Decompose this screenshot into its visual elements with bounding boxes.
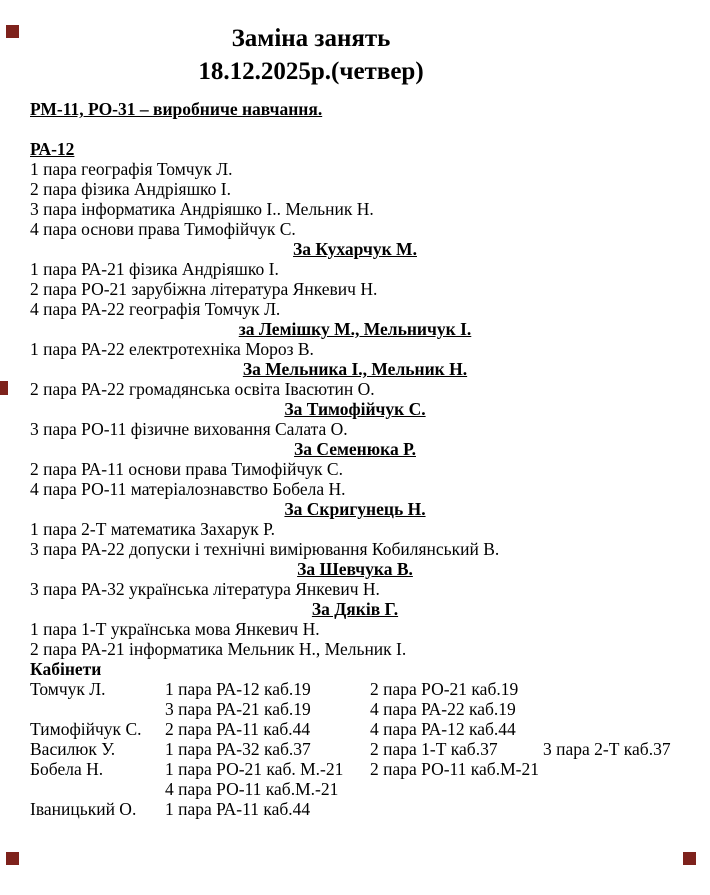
red-square-marker <box>683 852 696 865</box>
teacher-name-cell: Бобела Н. <box>30 759 104 779</box>
cabinet-row <box>30 699 710 719</box>
cabinet-cell: 1 пара РА-12 каб.19 <box>165 679 311 699</box>
cabinet-row <box>30 719 710 739</box>
cabinets-heading: Кабінети <box>30 659 102 679</box>
schedule-line: 4 пара основи права Тимофійчук С. <box>30 219 296 239</box>
schedule-line: 2 пара РО-21 зарубіжна література Янкевич Н. <box>30 279 378 299</box>
cabinet-cell: 3 пара РА-21 каб.19 <box>165 699 311 719</box>
schedule-line: 2 пара РА-21 інформатика Мельник Н., Мельник І. <box>30 639 407 659</box>
cabinet-row <box>30 799 710 819</box>
cabinet-cell: 4 пара РА-22 каб.19 <box>370 699 516 719</box>
schedule-body <box>0 99 710 679</box>
blank-line <box>30 119 680 139</box>
cabinets-table <box>0 679 710 819</box>
schedule-line: 2 пара РА-22 громадянська освіта Івасютин О. <box>30 379 375 399</box>
schedule-line: 2 пара РА-11 основи права Тимофійчук С. <box>30 459 343 479</box>
cabinet-cell: 2 пара РА-11 каб.44 <box>165 719 311 739</box>
teacher-name-cell: Тимофійчук С. <box>30 719 142 739</box>
cabinet-cell <box>543 719 710 739</box>
teacher-name-cell: Василюк У. <box>30 739 116 759</box>
schedule-line: 3 пара інформатика Андріяшко І.. Мельник Н. <box>30 199 374 219</box>
schedule-line: 1 пара 2-Т математика Захарук Р. <box>30 519 276 539</box>
schedule-line: 4 пара РА-22 географія Томчук Л. <box>30 299 281 319</box>
schedule-line: 1 пара РА-22 електротехніка Мороз В. <box>30 339 314 359</box>
schedule-line: 3 пара РА-32 українська література Янкевич Н. <box>30 579 380 599</box>
cabinet-row <box>30 759 710 779</box>
cabinet-cell: 2 пара 1-Т каб.37 <box>370 739 498 759</box>
group-heading: РМ-11, РО-31 – виробниче навчання. <box>30 99 323 119</box>
substitute-teacher-heading: За Кухарчук М. <box>293 239 417 259</box>
substitute-teacher-heading: За Дяків Г. <box>311 599 399 619</box>
schedule-line: 3 пара РА-22 допуски і технічні вимірювання Кобилянський В. <box>30 539 500 559</box>
cabinet-cell: 1 пара РА-32 каб.37 <box>165 739 311 759</box>
cabinet-cell: 2 пара РО-11 каб.М-21 <box>370 759 539 779</box>
cabinet-cell <box>543 779 710 799</box>
schedule-line: 2 пара фізика Андріяшко І. <box>30 179 231 199</box>
document-title <box>0 0 622 88</box>
title-line-1: Заміна занять <box>231 25 391 52</box>
red-square-marker <box>6 25 19 38</box>
teacher-name-cell: Томчук Л. <box>30 679 106 699</box>
group-heading: РА-12 <box>30 139 75 159</box>
substitute-teacher-heading: За Шевчука В. <box>297 559 413 579</box>
substitute-teacher-heading: За Мельника І., Мельник Н. <box>242 359 468 379</box>
cabinet-cell <box>370 799 543 819</box>
cabinet-cell: 2 пара РО-21 каб.19 <box>370 679 519 699</box>
cabinet-row <box>30 779 710 799</box>
schedule-line: 1 пара географія Томчук Л. <box>30 159 233 179</box>
teacher-name-cell: Іваницький О. <box>30 799 137 819</box>
cabinet-cell <box>543 799 710 819</box>
cabinet-row <box>30 679 710 699</box>
schedule-line: 4 пара РО-11 матеріалознавство Бобела Н. <box>30 479 346 499</box>
red-square-marker <box>6 852 19 865</box>
teacher-name-cell <box>30 699 165 719</box>
red-square-marker <box>0 381 8 395</box>
cabinet-cell <box>543 699 710 719</box>
cabinet-cell: 4 пара РА-12 каб.44 <box>370 719 516 739</box>
schedule-line: 3 пара РО-11 фізичне виховання Салата О. <box>30 419 348 439</box>
cabinet-cell <box>543 759 710 779</box>
schedule-line: 1 пара 1-Т українська мова Янкевич Н. <box>30 619 320 639</box>
cabinet-row <box>30 739 710 759</box>
schedule-line: 1 пара РА-21 фізика Андріяшко І. <box>30 259 279 279</box>
cabinet-cell: 1 пара РА-11 каб.44 <box>165 799 311 819</box>
cabinet-cell: 3 пара 2-Т каб.37 <box>543 739 671 759</box>
substitute-teacher-heading: За Семенюка Р. <box>294 439 416 459</box>
teacher-name-cell <box>30 779 165 799</box>
cabinet-cell: 1 пара РО-21 каб. М.-21 <box>165 759 344 779</box>
substitute-teacher-heading: за Лемішку М., Мельничук І. <box>238 319 472 339</box>
cabinet-cell <box>543 679 710 699</box>
cabinet-cell: 4 пара РО-11 каб.М.-21 <box>165 779 339 799</box>
title-line-2: 18.12.2025р.(четвер) <box>198 58 424 85</box>
substitute-teacher-heading: За Тимофійчук С. <box>284 399 426 419</box>
substitute-teacher-heading: За Скригунець Н. <box>284 499 426 519</box>
cabinet-cell <box>370 779 543 799</box>
